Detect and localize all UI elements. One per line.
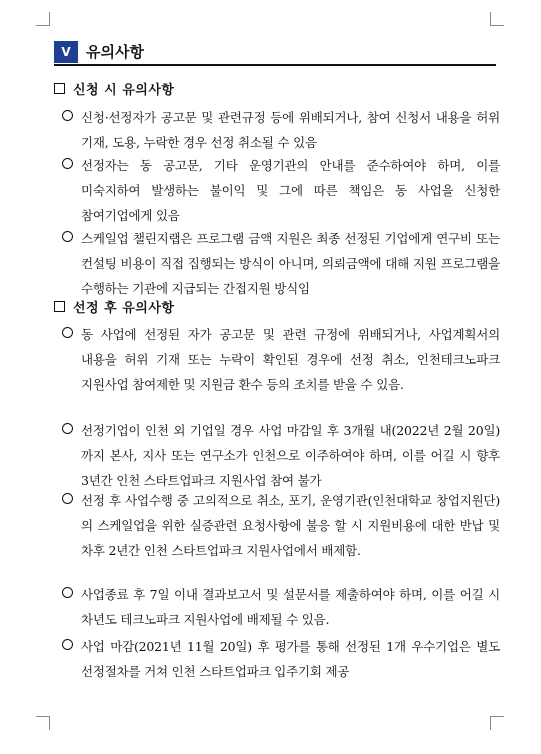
list-item-text: 사업 마감(2021년 11월 20일) 후 평가를 통해 선정된 1개 우수기업은 별도 선정절차를 거쳐 인천 스타트업파크 입주기회 제공 bbox=[81, 639, 500, 679]
list-item-text: 선정기업이 인천 외 기업일 경우 사업 마감일 후 3개월 내(2022년 2월 20일)까지 본사, 지사 또는 연구소가 인천으로 이주하여야 하며, 이를 어길 시 향후 3년간 인천 스타트업파크 지원사업 참여 불가 bbox=[81, 423, 500, 488]
crop-mark-top-right bbox=[490, 12, 504, 26]
circle-bullet-icon bbox=[62, 423, 73, 434]
circle-bullet-icon bbox=[62, 587, 73, 598]
section-heading bbox=[54, 296, 174, 316]
square-bullet-icon bbox=[54, 83, 65, 94]
list-item bbox=[62, 582, 500, 632]
chapter-title: 유의사항 bbox=[86, 43, 144, 61]
crop-mark-bottom-right bbox=[490, 716, 504, 730]
chapter-number-badge: Ⅴ bbox=[54, 41, 78, 63]
circle-bullet-icon bbox=[62, 639, 73, 650]
list-item-text: 선정 후 사업수행 중 고의적으로 취소, 포기, 운영기관(인천대학교 창업지원단)의 스케일업을 위한 실증관련 요청사항에 불응 할 시 지원비용에 대한 반납 및 차후 2년간 인천 스타트업파크 지원사업에서 배제함. bbox=[81, 493, 500, 558]
list-item-text: 스케일업 챌린지랩은 프로그램 금액 지원은 최종 선정된 기업에게 연구비 또는 컨설팅 비용이 직접 집행되는 방식이 아니며, 의뢰금액에 대해 지원 프로그램을 수행하는 기관에 지급되는 간접지원 방식임 bbox=[81, 231, 500, 296]
list-item bbox=[62, 488, 500, 563]
circle-bullet-icon bbox=[62, 493, 73, 504]
crop-mark-top-left bbox=[36, 12, 50, 26]
list-item bbox=[62, 418, 500, 493]
section-heading bbox=[54, 78, 174, 98]
section-title: 선정 후 유의사항 bbox=[73, 300, 175, 316]
list-item-text: 선정자는 동 공고문, 기타 운영기관의 안내를 준수하여야 하며, 이를 미숙지하여 발생하는 불이익 및 그에 따른 책임은 동 사업을 신청한 참여기업에게 있음 bbox=[81, 158, 500, 223]
circle-bullet-icon bbox=[62, 110, 73, 121]
list-item-text: 사업종료 후 7일 이내 결과보고서 및 설문서를 제출하여야 하며, 이를 어길 시 차년도 테크노파크 지원사업에 배제될 수 있음. bbox=[81, 587, 500, 627]
list-item bbox=[62, 105, 500, 155]
circle-bullet-icon bbox=[62, 231, 73, 242]
list-item-text: 신청·선정자가 공고문 및 관련규정 등에 위배되거나, 참여 신청서 내용을 허위 기재, 도용, 누락한 경우 선정 취소될 수 있음 bbox=[81, 110, 500, 150]
list-item bbox=[62, 226, 500, 301]
list-item bbox=[62, 634, 500, 684]
circle-bullet-icon bbox=[62, 327, 73, 338]
circle-bullet-icon bbox=[62, 158, 73, 169]
chapter-header bbox=[54, 38, 496, 66]
crop-mark-bottom-left bbox=[36, 716, 50, 730]
section-title: 신청 시 유의사항 bbox=[73, 82, 175, 98]
square-bullet-icon bbox=[54, 301, 65, 312]
list-item bbox=[62, 322, 500, 397]
list-item-text: 동 사업에 선정된 자가 공고문 및 관련 규정에 위배되거나, 사업계획서의 내용을 허위 기재 또는 누락이 확인된 경우에 선정 취소, 인천테크노파크 지원사업 참여제한 및 지원금 환수 등의 조치를 받을 수 있음. bbox=[81, 327, 500, 392]
list-item bbox=[62, 153, 500, 228]
